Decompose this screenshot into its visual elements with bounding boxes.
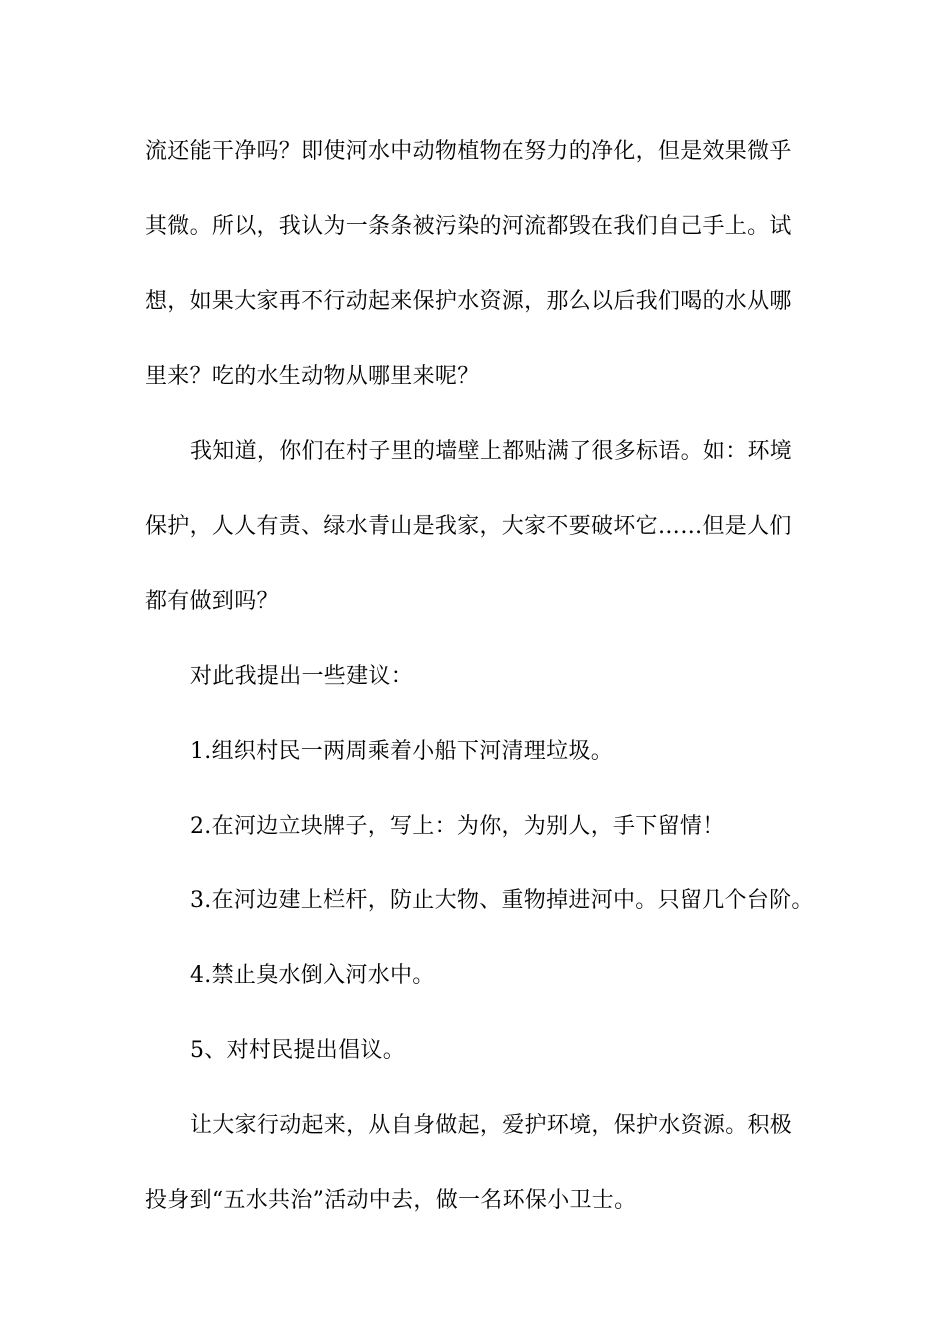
paragraph-line-2: 其微。所以，我认为一条条被污染的河流都毁在我们自己手上。试 xyxy=(145,214,792,239)
paragraph-line-6: 保护，人人有责、绿水青山是我家，大家不要破坏它……但是人们 xyxy=(145,514,792,539)
paragraph-line-4: 里来？吃的水生动物从哪里来呢？ xyxy=(145,364,480,389)
suggestion-item-2: 2.在河边立块牌子，写上：为你，为别人，手下留情！ xyxy=(190,814,725,839)
closing-line-1: 让大家行动起来，从自身做起，爱护环境，保护水资源。积极 xyxy=(190,1113,793,1138)
paragraph-line-1: 流还能干净吗？即使河水中动物植物在努力的净化，但是效果微乎 xyxy=(145,139,792,164)
paragraph-line-5: 我知道，你们在村子里的墙壁上都贴满了很多标语。如：环境 xyxy=(190,439,793,464)
closing-line-2: 投身到“五水共治”活动中去，做一名环保小卫士。 xyxy=(145,1188,637,1213)
paragraph-line-7: 都有做到吗？ xyxy=(145,589,279,614)
suggestion-item-4: 4.禁止臭水倒入河水中。 xyxy=(190,963,435,988)
suggestions-heading: 对此我提出一些建议： xyxy=(190,664,414,689)
suggestion-item-5: 5、对村民提出倡议。 xyxy=(190,1038,405,1063)
suggestion-item-1: 1.组织村民一两周乘着小船下河清理垃圾。 xyxy=(190,739,613,764)
suggestion-item-3: 3.在河边建上栏杆，防止大物、重物掉进河中。只留几个台阶。 xyxy=(190,888,814,913)
paragraph-line-3: 想，如果大家再不行动起来保护水资源，那么以后我们喝的水从哪 xyxy=(145,289,792,314)
